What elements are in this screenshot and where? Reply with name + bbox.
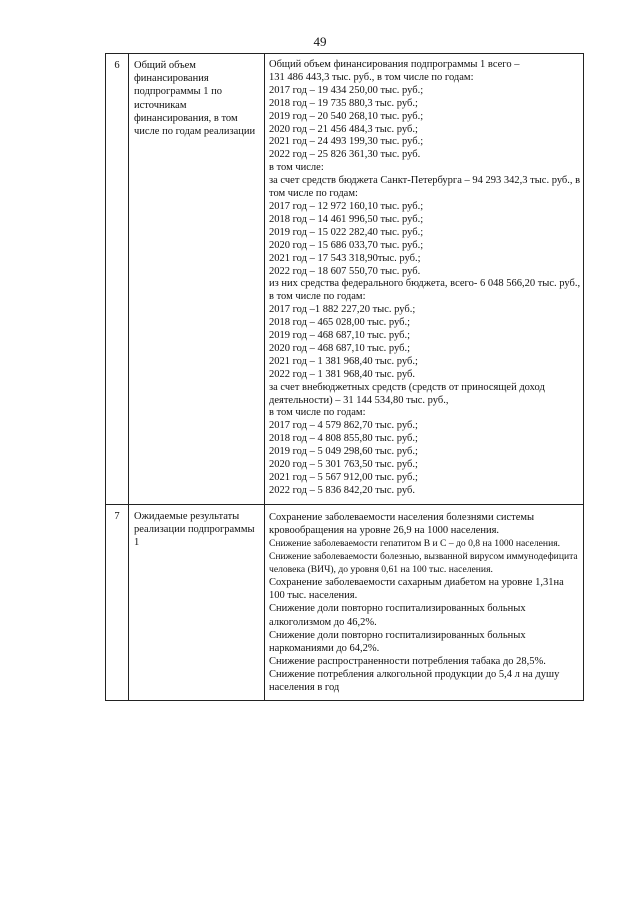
funding-line: 2017 год –1 882 227,20 тыс. руб.; bbox=[269, 304, 416, 316]
row-number: 7 bbox=[106, 504, 129, 700]
funding-line: 2021 год – 5 567 912,00 тыс. руб.; bbox=[269, 472, 418, 483]
result-item: Снижение потребления алкогольной продукции до 5,4 л на душу населения в год bbox=[269, 668, 560, 694]
page-number: 49 bbox=[313, 34, 327, 49]
funding-line: в том числе: bbox=[269, 162, 324, 174]
result-item: Снижение заболеваемости гепатитом В и С – до 0,8 на 1000 населения. bbox=[269, 538, 561, 549]
row-number: 6 bbox=[106, 54, 129, 505]
funding-line: 2018 год – 19 735 880,3 тыс. руб.; bbox=[269, 97, 418, 109]
funding-line: 2020 год – 21 456 484,3 тыс. руб.; bbox=[269, 123, 418, 135]
table-row bbox=[106, 504, 584, 700]
funding-line: 131 486 443,3 тыс. руб., в том числе по годам: bbox=[269, 71, 474, 83]
funding-line: 2020 год – 15 686 033,70 тыс. руб.; bbox=[269, 239, 424, 251]
funding-line: Общий объем финансирования подпрограммы 1 всего – bbox=[269, 59, 520, 70]
result-item: Сохранение заболеваемости населения болезнями системы кровообращения на уровне 26,9 на 1000 населения. bbox=[269, 511, 535, 536]
funding-line: 2021 год – 1 381 968,40 тыс. руб.; bbox=[269, 355, 418, 367]
funding-line: 2022 год – 18 607 550,70 тыс. руб. bbox=[269, 265, 421, 277]
funding-line: 2018 год – 14 461 996,50 тыс. руб.; bbox=[269, 213, 424, 225]
funding-line: 2019 год – 5 049 298,60 тыс. руб.; bbox=[269, 446, 418, 458]
result-item: Снижение распространенности потребления табака до 28,5%. bbox=[269, 655, 546, 667]
funding-line: за счет внебюджетных средств (средств от приносящей доход bbox=[269, 381, 545, 393]
funding-line: 2019 год – 468 687,10 тыс. руб.; bbox=[269, 330, 410, 342]
funding-line: 2017 год – 19 434 250,00 тыс. руб.; bbox=[269, 84, 424, 96]
funding-line: из них средства федерального бюджета, всего- 6 048 566,20 тыс. руб., bbox=[269, 278, 581, 290]
funding-line: в том числе по годам: bbox=[269, 407, 366, 419]
funding-line: в том числе по годам: bbox=[269, 291, 366, 303]
funding-line: 2017 год – 4 579 862,70 тыс. руб.; bbox=[269, 420, 418, 432]
funding-line: 2019 год – 20 540 268,10 тыс. руб.; bbox=[269, 110, 424, 122]
result-item: Снижение доли повторно госпитализированных больных алкоголизмом до 46,2%. bbox=[269, 603, 526, 628]
funding-line: 2017 год – 12 972 160,10 тыс. руб.; bbox=[269, 200, 424, 212]
funding-line: за счет средств бюджета Санкт-Петербурга – 94 293 342,3 тыс. руб., в bbox=[269, 175, 581, 187]
funding-line: 2022 год – 5 836 842,20 тыс. руб. bbox=[269, 484, 415, 496]
funding-line: 2021 год – 24 493 199,30 тыс. руб.; bbox=[269, 136, 424, 148]
funding-line: 2022 год – 1 381 968,40 тыс. руб. bbox=[269, 368, 415, 380]
table-row bbox=[106, 54, 584, 505]
funding-line: 2021 год – 17 543 318,90тыс. руб.; bbox=[269, 252, 421, 264]
result-item: Снижение доли повторно госпитализированных больных наркоманиями до 64,2%. bbox=[269, 629, 526, 654]
funding-line: 2020 год – 5 301 763,50 тыс. руб.; bbox=[269, 459, 418, 471]
funding-line: 2019 год – 15 022 282,40 тыс. руб.; bbox=[269, 226, 424, 238]
expected-results bbox=[265, 504, 584, 700]
funding-line: 2022 год – 25 826 361,30 тыс. руб. bbox=[269, 149, 421, 161]
row-label: Ожидаемые результаты реализации подпрограммы 1 bbox=[129, 504, 265, 700]
result-item: Снижение заболеваемости болезнью, вызванной вирусом иммунодефицита человека (ВИЧ), до уровня 0,61 на 100 тыс. населения. bbox=[269, 551, 578, 576]
funding-line: деятельности) – 31 144 534,80 тыс. руб., bbox=[269, 394, 449, 406]
funding-line: 2020 год – 468 687,10 тыс. руб.; bbox=[269, 342, 410, 354]
row-label: Общий объем финансирования подпрограммы 1 по источникам финансирования, в том числе по годам реализации bbox=[129, 54, 265, 505]
result-item: Сохранение заболеваемости сахарным диабетом на уровне 1,31на 100 тыс. населения. bbox=[269, 577, 564, 602]
passport-table bbox=[105, 53, 584, 701]
funding-line: 2018 год – 4 808 855,80 тыс. руб.; bbox=[269, 433, 418, 445]
funding-line: 2018 год – 465 028,00 тыс. руб.; bbox=[269, 317, 410, 329]
funding-details bbox=[265, 54, 584, 505]
funding-line: том числе по годам: bbox=[269, 188, 358, 200]
